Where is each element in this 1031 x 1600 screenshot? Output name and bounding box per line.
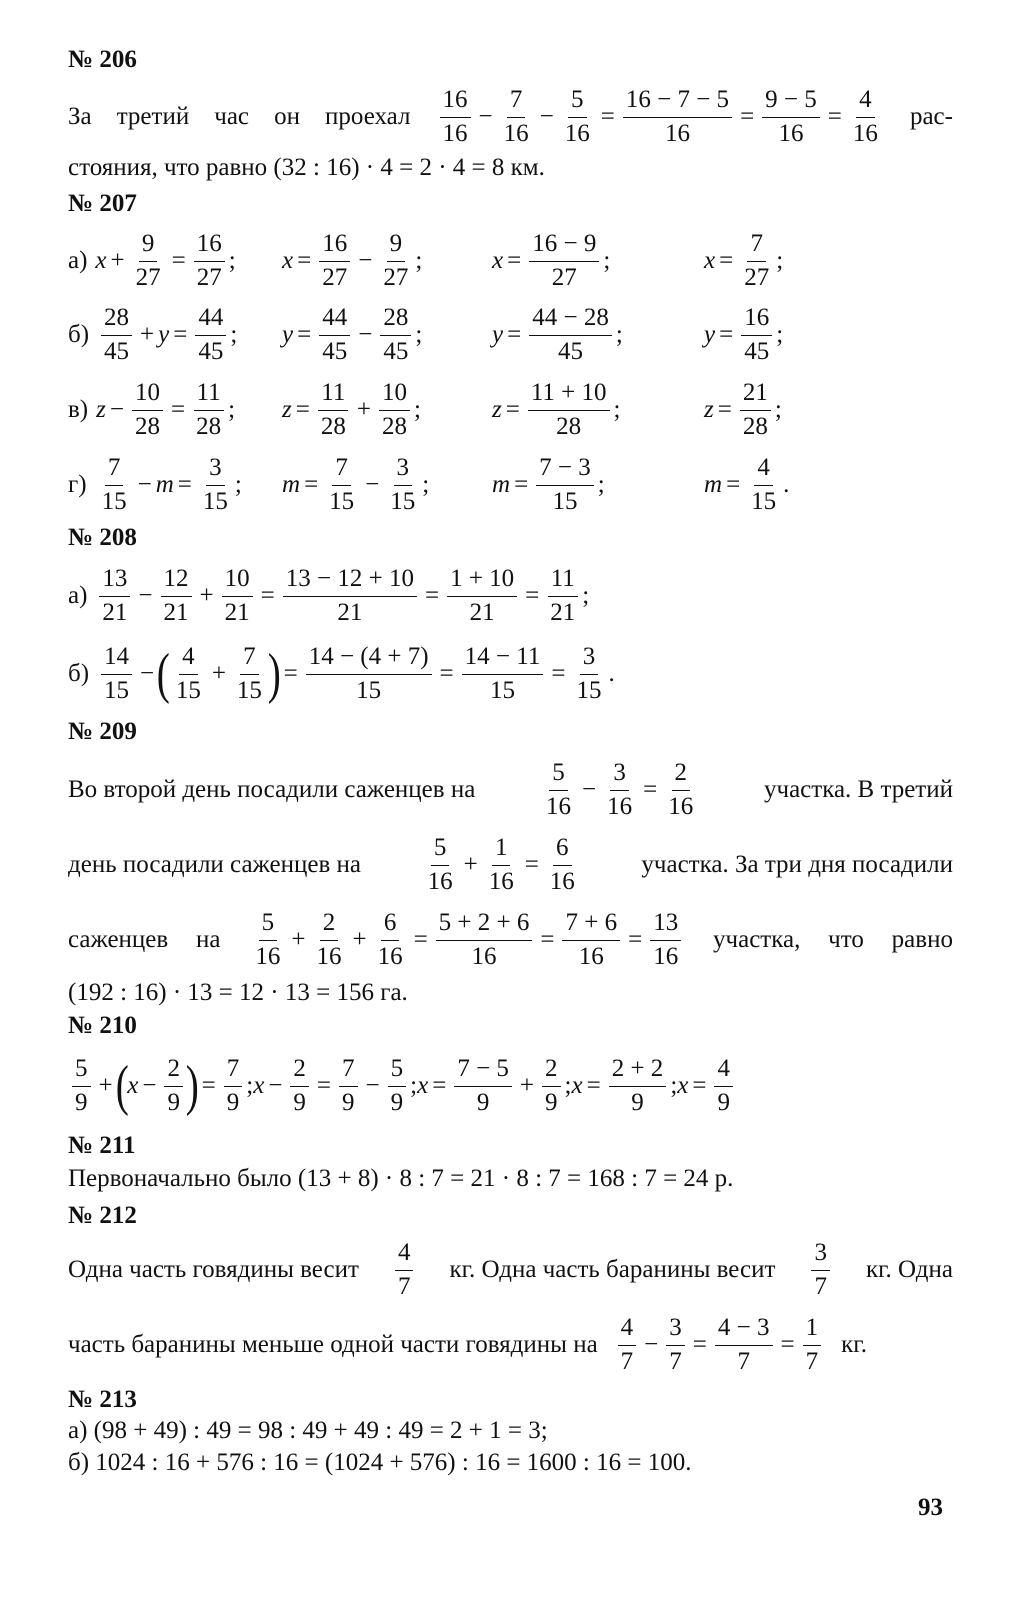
problem-number-206: № 206 [68, 46, 137, 73]
p209-line-2: день посадили саженцев на $\frac{5}{16}$ + $\frac{1}{16}$ = $\frac{6}{16}$ участка. За три дня посадили [68, 833, 953, 895]
p207-row-a-col3: x = $\frac{16 - 9}{27}$ ; [492, 229, 611, 291]
p209-line-4: (192 : 16) · 13 = 12 · 13 = 156 га. [68, 979, 408, 1006]
problem-number-213: № 213 [68, 1386, 137, 1413]
p207-row-b-col4: y = $\frac{16}{45}$ ; [704, 303, 784, 365]
p207-row-a-col2: x = $\frac{16}{27}$ − $\frac{9}{27}$ ; [282, 229, 423, 291]
fraction: $\frac{16}{16}$ [440, 86, 471, 149]
p213-line-a: а) (98 + 49) : 49 = 98 : 49 + 49 : 49 = 2 + 1 = 3; [68, 1417, 548, 1444]
p207-row-v-col4: z = $\frac{21}{28}$ ; [704, 378, 782, 440]
p212-line-1: Одна часть говядины весит $\frac{4}{7}$ кг. Одна часть баранины весит $\frac{3}{7}$ кг. Одна [68, 1238, 953, 1300]
fraction: $\frac{9 - 5}{16}$ [762, 86, 820, 149]
fraction: $\frac{16 - 7 - 5}{16}$ [623, 86, 732, 149]
p207-row-v-col2: z = $\frac{11}{28}$ + $\frac{10}{28}$ ; [282, 378, 421, 440]
p209-line-1: Во второй день посадили саженцев на $\frac{5}{16}$ − $\frac{3}{16}$ = $\frac{2}{16}$ участка. В третий [68, 758, 953, 820]
p206-line-2: стояния, что равно (32 : 16) · 4 = 2 · 4 = 8 км. [68, 154, 545, 181]
problem-number-211: № 211 [68, 1132, 136, 1159]
p207-row-a-col4: x = $\frac{7}{27}$ ; [704, 229, 784, 291]
p207-row-g-col4: m = $\frac{4}{15}$ . [704, 453, 790, 515]
p207-row-b-col2: y = $\frac{44}{45}$ − $\frac{28}{45}$ ; [282, 303, 423, 365]
page-number: 93 [918, 1494, 943, 1521]
p206-line-1: За третий час он проехал $\frac{16}{16}$ − $\frac{7}{16}$ − $\frac{5}{16}$ = $\frac{16 - 7 - 5}{16}$ = $\frac{9 - 5}{16}$ = $\frac{4}{16}$ рас- [68, 85, 953, 147]
p212-line-2: часть баранины меньше одной части говядины на $\frac{4}{7}$ − $\frac{3}{7}$ = $\frac{4 - 3}{7}$ = $\frac{1}{7}$ кг. [68, 1313, 867, 1375]
p207-row-b-col1: б) $\frac{28}{45}$ + y = $\frac{44}{45}$ ; [68, 303, 238, 365]
p208-line-b: б) $\frac{14}{15}$ − ( $\frac{4}{15}$ + $\frac{7}{15}$ ) = $\frac{14 - (4 + 7)}{15}$ = $\frac{14 - 11}{15}$ = $\frac{3}{15}$ . [68, 642, 615, 705]
problem-number-207: № 207 [68, 190, 137, 217]
fraction: $\frac{5}{16}$ [564, 85, 590, 147]
p210-line-1: $\frac{5}{9}$ + ( x − $\frac{2}{9}$ ) = $\frac{7}{9}$ ; x − $\frac{2}{9}$ = $\frac{7}{9}$ − $\frac{5}{9}$ ; x = $\frac{7 - 5}{9}$ + $\frac{2}{9}$ ; x = $\frac{2 + 2}{9}$ ; x = $\frac{4}{9}$ [68, 1048, 737, 1124]
p211-line-1: Первоначально было (13 + 8) · 8 : 7 = 21 · 8 : 7 = 168 : 7 = 24 р. [68, 1165, 734, 1192]
problem-number-209: № 209 [68, 718, 137, 745]
problem-number-210: № 210 [68, 1012, 137, 1039]
p207-row-g-col1: г) $\frac{7}{15}$ − m = $\frac{3}{15}$ ; [68, 453, 242, 515]
p206-expression: $\frac{16}{16}$ − $\frac{7}{16}$ − $\frac{5}{16}$ = $\frac{16 - 7 - 5}{16}$ = $\frac{9 - 5}{16}$ = $\frac{4}{16}$ [436, 86, 885, 149]
p207-row-b-col3: y = $\frac{44 - 28}{45}$ ; [492, 303, 623, 365]
problem-number-212: № 212 [68, 1202, 137, 1229]
p207-row-g-col3: m = $\frac{7 - 3}{15}$ ; [492, 453, 605, 515]
p208-line-a: а) $\frac{13}{21}$ − $\frac{12}{21}$ + $\frac{10}{21}$ = $\frac{13 - 12 + 10}{21}$ = $\frac{1 + 10}{21}$ = $\frac{11}{21}$ ; [68, 564, 590, 626]
p207-row-g-col2: m = $\frac{7}{15}$ − $\frac{3}{15}$ ; [282, 453, 430, 515]
fraction: $\frac{4}{16}$ [852, 85, 878, 147]
p207-row-a-col1: а) x + $\frac{9}{27}$ = $\frac{16}{27}$ ; [68, 229, 236, 291]
p213-line-b: б) 1024 : 16 + 576 : 16 = (1024 + 576) : 16 = 1600 : 16 = 100. [68, 1449, 692, 1476]
problem-number-208: № 208 [68, 524, 137, 551]
fraction: $\frac{7}{16}$ [503, 85, 529, 147]
p209-line-3: саженцев на $\frac{5}{16}$ + $\frac{2}{16}$ + $\frac{6}{16}$ = $\frac{5 + 2 + 6}{16}$ = $\frac{7 + 6}{16}$ = $\frac{13}{16}$ участка, что равно [68, 908, 953, 970]
p207-row-v-col1: в) z − $\frac{10}{28}$ = $\frac{11}{28}$ ; [68, 378, 236, 440]
p207-row-v-col3: z = $\frac{11 + 10}{28}$ ; [492, 378, 621, 440]
